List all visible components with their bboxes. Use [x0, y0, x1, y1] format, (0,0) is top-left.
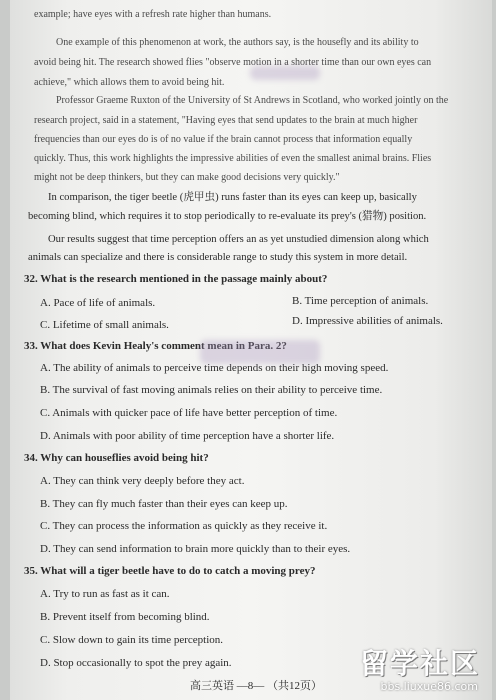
smudge [250, 66, 320, 80]
question-stem: 33. What does Kevin Healy's comment mean in Para. 2? [24, 340, 287, 352]
passage-line: One example of this phenomenon at work, the authors say, is the housefly and its ability to [56, 37, 419, 48]
answer-option[interactable]: B. They can fly much faster than their eyes can keep up. [40, 498, 288, 510]
answer-option[interactable]: A. They can think very deeply before they act. [40, 475, 245, 487]
passage-line: quickly. Thus, this work highlights the impressive abilities of even the smallest animal brains. Flies [34, 153, 432, 164]
watermark-url: bbs.liuxue86.com [380, 680, 478, 693]
passage-line: research project, said in a statement, "Having eyes that send updates to the brain at much higher [34, 115, 418, 126]
passage-line: In comparison, the tiger beetle (虎甲虫) runs faster than its eyes can keep up, basically [48, 192, 417, 203]
answer-option[interactable]: C. Animals with quicker pace of life have better perception of time. [40, 407, 338, 419]
passage-line: might not be deep thinkers, but they can make good decisions very quickly." [34, 172, 340, 183]
answer-option[interactable]: C. Lifetime of small animals. [40, 319, 169, 331]
page-footer: 高三英语 —8— （共12页） [190, 680, 322, 692]
answer-option[interactable]: D. Impressive abilities of animals. [292, 315, 443, 327]
exam-page [10, 0, 492, 700]
passage-line: achieve," which allows them to avoid being hit. [34, 77, 225, 88]
answer-option[interactable]: B. The survival of fast moving animals relies on their ability to perceive time. [40, 384, 383, 396]
answer-option[interactable]: B. Prevent itself from becoming blind. [40, 611, 210, 623]
answer-option[interactable]: D. Animals with poor ability of time perception have a shorter life. [40, 430, 335, 442]
question-stem: 32. What is the research mentioned in the passage mainly about? [24, 273, 328, 285]
answer-option[interactable]: D. They can send information to brain more quickly than to their eyes. [40, 543, 351, 555]
passage-line: avoid being hit. The research showed flies "observe motion in a shorter time than our own eyes can [34, 57, 432, 68]
answer-option[interactable]: A. Try to run as fast as it can. [40, 588, 170, 600]
answer-option[interactable]: D. Stop occasionally to spot the prey again. [40, 657, 232, 669]
answer-option[interactable]: A. The ability of animals to perceive time depends on their high moving speed. [40, 362, 389, 374]
smudge [200, 340, 320, 364]
passage-line: Our results suggest that time perception offers an as yet unstudied dimension along which [48, 234, 429, 245]
answer-option[interactable]: B. Time perception of animals. [292, 295, 429, 307]
question-stem: 35. What will a tiger beetle have to do to catch a moving prey? [24, 565, 316, 577]
question-stem: 34. Why can houseflies avoid being hit? [24, 452, 209, 464]
site-watermark [336, 640, 486, 698]
passage-line: Professor Graeme Ruxton of the University of St Andrews in Scotland, who worked jointly on the [56, 95, 449, 106]
passage-line: animals can specialize and there is considerable range to study this system in more detail. [28, 252, 408, 263]
passage-line: becoming blind, which requires it to stop periodically to re-evaluate its prey's (猎物) position. [28, 211, 427, 222]
answer-option[interactable]: C. They can process the information as quickly as they receive it. [40, 520, 328, 532]
answer-option[interactable]: A. Pace of life of animals. [40, 297, 156, 309]
answer-option[interactable]: C. Slow down to gain its time perception. [40, 634, 224, 646]
passage-line: example; have eyes with a refresh rate higher than humans. [34, 9, 272, 20]
passage-line: frequencies than our eyes do is of no value if the brain cannot process that information equally [34, 134, 413, 145]
watermark-logo: 留学社区 [359, 647, 480, 680]
